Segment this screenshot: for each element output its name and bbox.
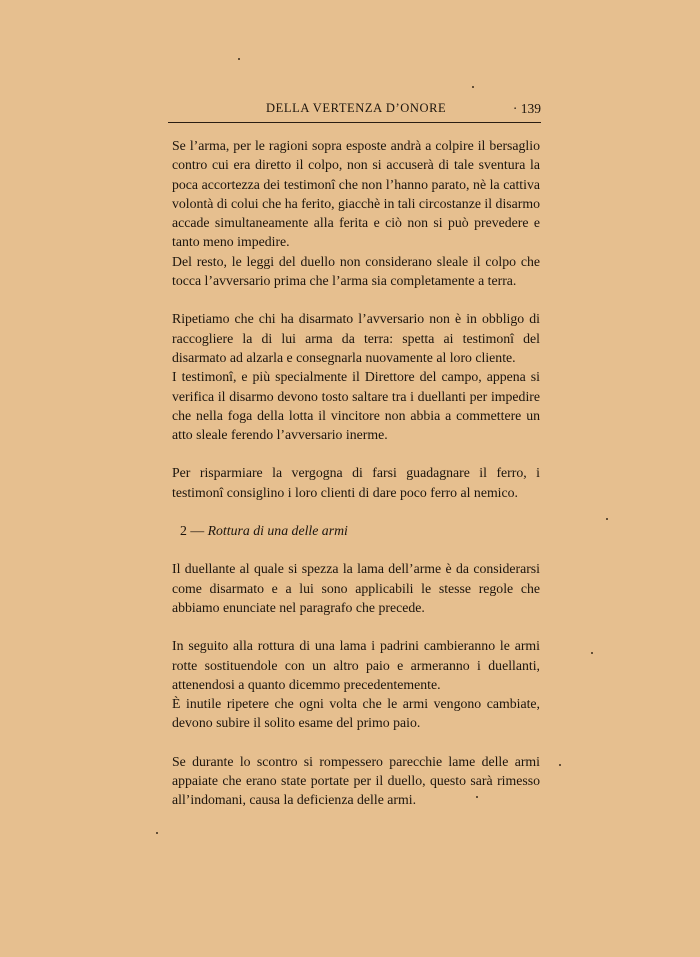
section-heading (172, 521, 540, 540)
paper-speck (472, 86, 474, 88)
section-title: Rottura di una delle armi (207, 523, 348, 539)
running-title: DELLA VERTENZA D’ONORE (266, 101, 447, 115)
paragraph: Se durante lo scontro si rompessero parecchie lame delle armi appaiate che erano state portate per il duello, questo sarà rimesso all’indomani, causa la deficienza delle armi. (172, 753, 540, 808)
paragraph-gap (172, 444, 540, 463)
paper-speck (591, 652, 593, 654)
paper-speck (606, 518, 608, 520)
page-number-value: 139 (520, 101, 541, 116)
paragraph-gap (172, 540, 540, 559)
paragraph-gap (172, 733, 540, 752)
page-number: · 139 (512, 101, 541, 116)
body-text (172, 136, 540, 810)
paragraph: Se l’arma, per le ragioni sopra esposte andrà a colpire il bersaglio contro cui era diretto il colpo, non si accuserà di tale sventura la poca accortezza dei testimonî che non l’hanno parato, nè la cattiva volontà di colui che ha ferito, giacchè in tali circostanze il disarmo accade simultaneamente alla ferita e ciò non si può prevedere e tanto meno impedire. (172, 138, 540, 250)
paragraph: Il duellante al quale si spezza la lama dell’arme è da considerarsi come disarmato e a lui sono applicabili le stesse regole che abbiamo enunciate nel paragrafo che precede. (172, 561, 540, 615)
paper-speck (476, 796, 478, 798)
paragraph: Per risparmiare la vergogna di farsi guadagnare il ferro, i testimonî consiglino i loro clienti di dare poco ferro al nemico. (172, 465, 540, 500)
paragraph-gap (172, 617, 540, 636)
paragraph: Del resto, le leggi del duello non considerano sleale il colpo che tocca l’avversario prima che l’arma sia completamente a terra. (172, 253, 540, 289)
paper-speck (238, 58, 240, 60)
paper-speck (559, 764, 561, 766)
paragraph: In seguito alla rottura di una lama i padrini cambieranno le armi rotte sostituendole con un altro paio e armeranno i duellanti, attenendosi a quanto dicemmo precedentemente. (172, 638, 540, 692)
paragraph-gap (172, 290, 540, 309)
paper-speck (156, 832, 158, 834)
section-number: 2 — (180, 523, 205, 539)
header-rule (168, 122, 541, 123)
paragraph: I testimonî, e più specialmente il Direttore del campo, appena si verifica il disarmo devono tosto saltare tra i duellanti per impedire che nella foga della lotta il vincitore non abbia a commettere un atto sleale ferendo l’avversario inerme. (172, 369, 540, 443)
paragraph: È inutile ripetere che ogni volta che le armi vengono cambiate, devono subire il solito esame del primo paio. (172, 696, 540, 731)
paragraph-gap (172, 502, 540, 521)
paragraph: Ripetiamo che chi ha disarmato l’avversario non è in obbligo di raccogliere la di lui arma da terra: spetta ai testimonî del disarmato ad alzarla e consegnarla nuovamente al loro cliente. (172, 311, 540, 365)
page-header (168, 101, 541, 121)
